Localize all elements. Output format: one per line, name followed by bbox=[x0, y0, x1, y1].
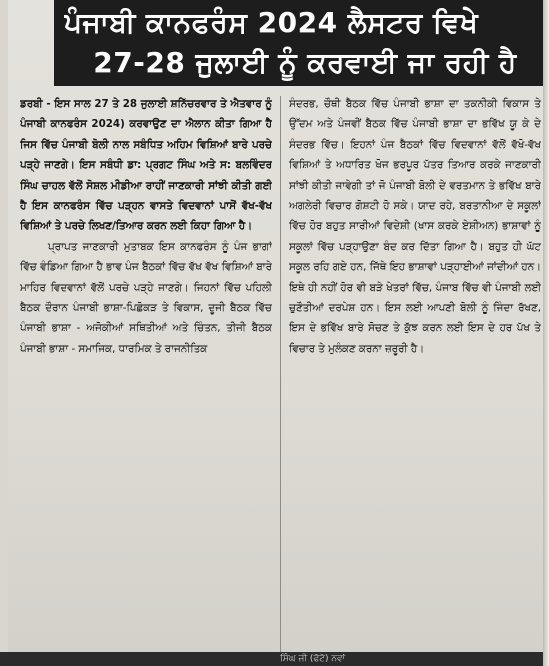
article-column-2 bbox=[289, 94, 541, 654]
headline-line-1: ਪੰਜਾਬੀ ਕਾਨਫਰੰਸ 2024 ਲੈਸਟਰ ਵਿਖੇ bbox=[64, 6, 479, 39]
body-paragraph-3: ਸੰਦਰਭ, ਚੌਥੀ ਬੈਠਕ ਵਿੱਚ ਪੰਜਾਬੀ ਭਾਸ਼ਾ ਦਾ ਤਕਨੀਕੀ ਵਿਕਾਸ ਤੇ ਉੱਦਮ ਅਤੇ ਪੰਜਵੀਂ ਬੈਠਕ ਵਿੱਚ ਪੰਜਾਬੀ ਭਾਸ਼ਾ ਦਾ ਭਵਿੱਖ ਯੂ ਕੇ ਦੇ ਸੰਦਰਭ ਵਿੱਚ। ਇਹਨਾਂ ਪੰਜ ਬੈਠਕਾਂ ਵਿੱਚ ਵਿਦਵਾਨਾਂ ਵੱਲੋਂ ਵੱਖੋ-ਵੱਖ ਵਿਸ਼ਿਆਂ ਤੇ ਅਧਾਰਿਤ ਖੋਜ ਭਰਪੂਰ ਪੱਤਰ ਤਿਆਰ ਕਰਕੇ ਜਾਣਕਾਰੀ ਸਾਂਝੀ ਕੀਤੀ ਜਾਵੇਗੀ ਤਾਂ ਜੋ ਪੰਜਾਬੀ ਬੋਲੀ ਦੇ ਵਰਤਮਾਨ ਤੇ ਭਵਿੱਖ ਬਾਰੇ ਅਗਲੇਰੀ ਵਿਚਾਰ ਗੋਸ਼ਟੀ ਹੋ ਸਕੇ। ਯਾਦ ਰਹੇ, ਬਰਤਾਨੀਆ ਦੇ ਸਕੂਲਾਂ ਵਿੱਚ ਹੋਰ ਬਹੁਤ ਸਾਰੀਆਂ ਵਿਦੇਸ਼ੀ (ਖਾਸ ਕਰਕੇ ਏਸ਼ੀਅਨ) ਭਾਸ਼ਾਵਾਂ ਨੂੰ ਸਕੂਲਾਂ ਵਿੱਚ ਪੜ੍ਹਾਉਣਾ ਬੰਦ ਕਰ ਦਿੱਤਾ ਗਿਆ ਹੈ। ਬਹੁਤ ਹੀ ਘੱਟ ਸਕੂਲ ਰਹਿ ਗਏ ਹਨ, ਜਿੱਥੇ ਇਹ ਭਾਸ਼ਾਵਾਂ ਪੜ੍ਹਾਈਆਂ ਜਾਂਦੀਆਂ ਹਨ। ਇਥੇ ਹੀ ਨਹੀਂ ਹੋਰ ਵੀ ਬੜੇ ਖੇਤਰਾਂ ਵਿੱਚ, ਪੰਜਾਬ ਵਿੱਚ ਵੀ ਪੰਜਾਬੀ ਲਈ ਚੁਣੌਤੀਆਂ ਦਰਪੇਸ਼ ਹਨ। ਇਸ ਲਈ ਆਪਣੀ ਬੋਲੀ ਨੂੰ ਜਿੰਦਾ ਰੱਖਣ, ਇਸ ਦੇ ਭਵਿੱਖ ਬਾਰੇ ਸੋਚਣ ਤੇ ਕੁੱਝ ਕਰਨ ਲਈ ਇਸ ਦੇ ਹਰ ਪੱਖ ਤੇ ਵਿਚਾਰ ਤੇ ਮੁਲੰਕਣ ਕਰਨਾ ਜ਼ਰੂਰੀ ਹੈ। bbox=[289, 98, 541, 355]
lead-paragraph: ਡਰਬੀ - ਇਸ ਸਾਲ 27 ਤੇ 28 ਜੁਲਾਈ ਸ਼ਨਿੱਚਰਵਾਰ ਤੇ ਐਤਵਾਰ ਨੂੰ ਪੰਜਾਬੀ ਕਾਨਫਰੰਸ 2024) ਕਰਵਾਉਣ ਦਾ ਐਲਾਨ ਕੀਤਾ ਗਿਆ ਹੈ ਜਿਸ ਵਿੱਚ ਪੰਜਾਬੀ ਬੋਲੀ ਨਾਲ ਸਬੰਧਿਤ ਅਹਿਮ ਵਿਸ਼ਿਆਂ ਬਾਰੇ ਪਰਚੇ ਪੜ੍ਹੇ ਜਾਣਗੇ। ਇਸ ਸਬੰਧੀ ਡਾ: ਪ੍ਰਗਟ ਸਿੰਘ ਅਤੇ ਸ: ਬਲਵਿੰਦਰ ਸਿੰਘ ਚਾਹਲ ਵੱਲੋਂ ਸੋਸ਼ਲ ਮੀਡੀਆ ਰਾਹੀਂ ਜਾਣਕਾਰੀ ਸਾਂਝੀ ਕੀਤੀ ਗਈ ਹੈ ਇਸ ਕਾਨਫਰੰਸ ਵਿੱਚ ਪੜ੍ਹਨ ਵਾਸਤੇ ਵਿਦਵਾਨਾਂ ਪਾਸੋਂ ਵੱਖ-ਵੱਖ ਵਿਸ਼ਿਆਂ ਤੇ ਪਰਚੇ ਲਿਖਣ/ਤਿਆਰ ਕਰਨ ਲਈ ਕਿਹਾ ਗਿਆ ਹੈ। bbox=[20, 98, 272, 233]
next-article-strip bbox=[0, 652, 549, 666]
newspaper-page bbox=[8, 0, 545, 666]
page-fold-shadow bbox=[543, 0, 549, 666]
body-paragraph-2: ਪ੍ਰਾਪਤ ਜਾਣਕਾਰੀ ਮੁਤਾਬਕ ਇਸ ਕਾਨਫਰੰਸ ਨੂੰ ਪੰਜ ਭਾਗਾਂ ਵਿੱਚ ਵੰਡਿਆ ਗਿਆ ਹੈ ਭਾਵ ਪੰਜ ਬੈਠਕਾਂ ਵਿੱਚ ਵੱਖ ਵੱਖ ਵਿਸ਼ਿਆਂ ਬਾਰੇ ਮਾਹਿਰ ਵਿਦਵਾਨਾਂ ਵੱਲੋਂ ਪਰਚੇ ਪੜ੍ਹੇ ਜਾਣਗੇ। ਜਿਹਨਾਂ ਵਿੱਚ ਪਹਿਲੀ ਬੈਠਕ ਦੌਰਾਨ ਪੰਜਾਬੀ ਭਾਸ਼ਾ-ਪਿਛੋਕੜ ਤੇ ਵਿਕਾਸ, ਦੂਜੀ ਬੈਠਕ ਵਿੱਚ ਪੰਜਾਬੀ ਭਾਸ਼ਾ - ਅਜੋਕੀਆਂ ਸਥਿਤੀਆਂ ਅਤੇ ਚਿੰਤਨ, ਤੀਜੀ ਬੈਠਕ ਪੰਜਾਬੀ ਭਾਸ਼ਾ - ਸਮਾਜਿਕ, ਧਾਰਮਿਕ ਤੇ ਰਾਜਨੀਤਿਕ bbox=[20, 240, 272, 355]
article-body bbox=[20, 94, 541, 654]
headline-line-2: 27-28 ਜੁਲਾਈ ਨੂੰ ਕਰਵਾਈ ਜਾ ਰਹੀ ਹੈ bbox=[93, 46, 517, 79]
next-article-fragment: ਸਿੰਘ ਜੀ (ਫੋਟੋ) ਨਵਾਂ bbox=[280, 654, 346, 664]
column-divider bbox=[280, 96, 281, 654]
headline-banner bbox=[54, 0, 545, 86]
article-column-1 bbox=[20, 94, 272, 654]
